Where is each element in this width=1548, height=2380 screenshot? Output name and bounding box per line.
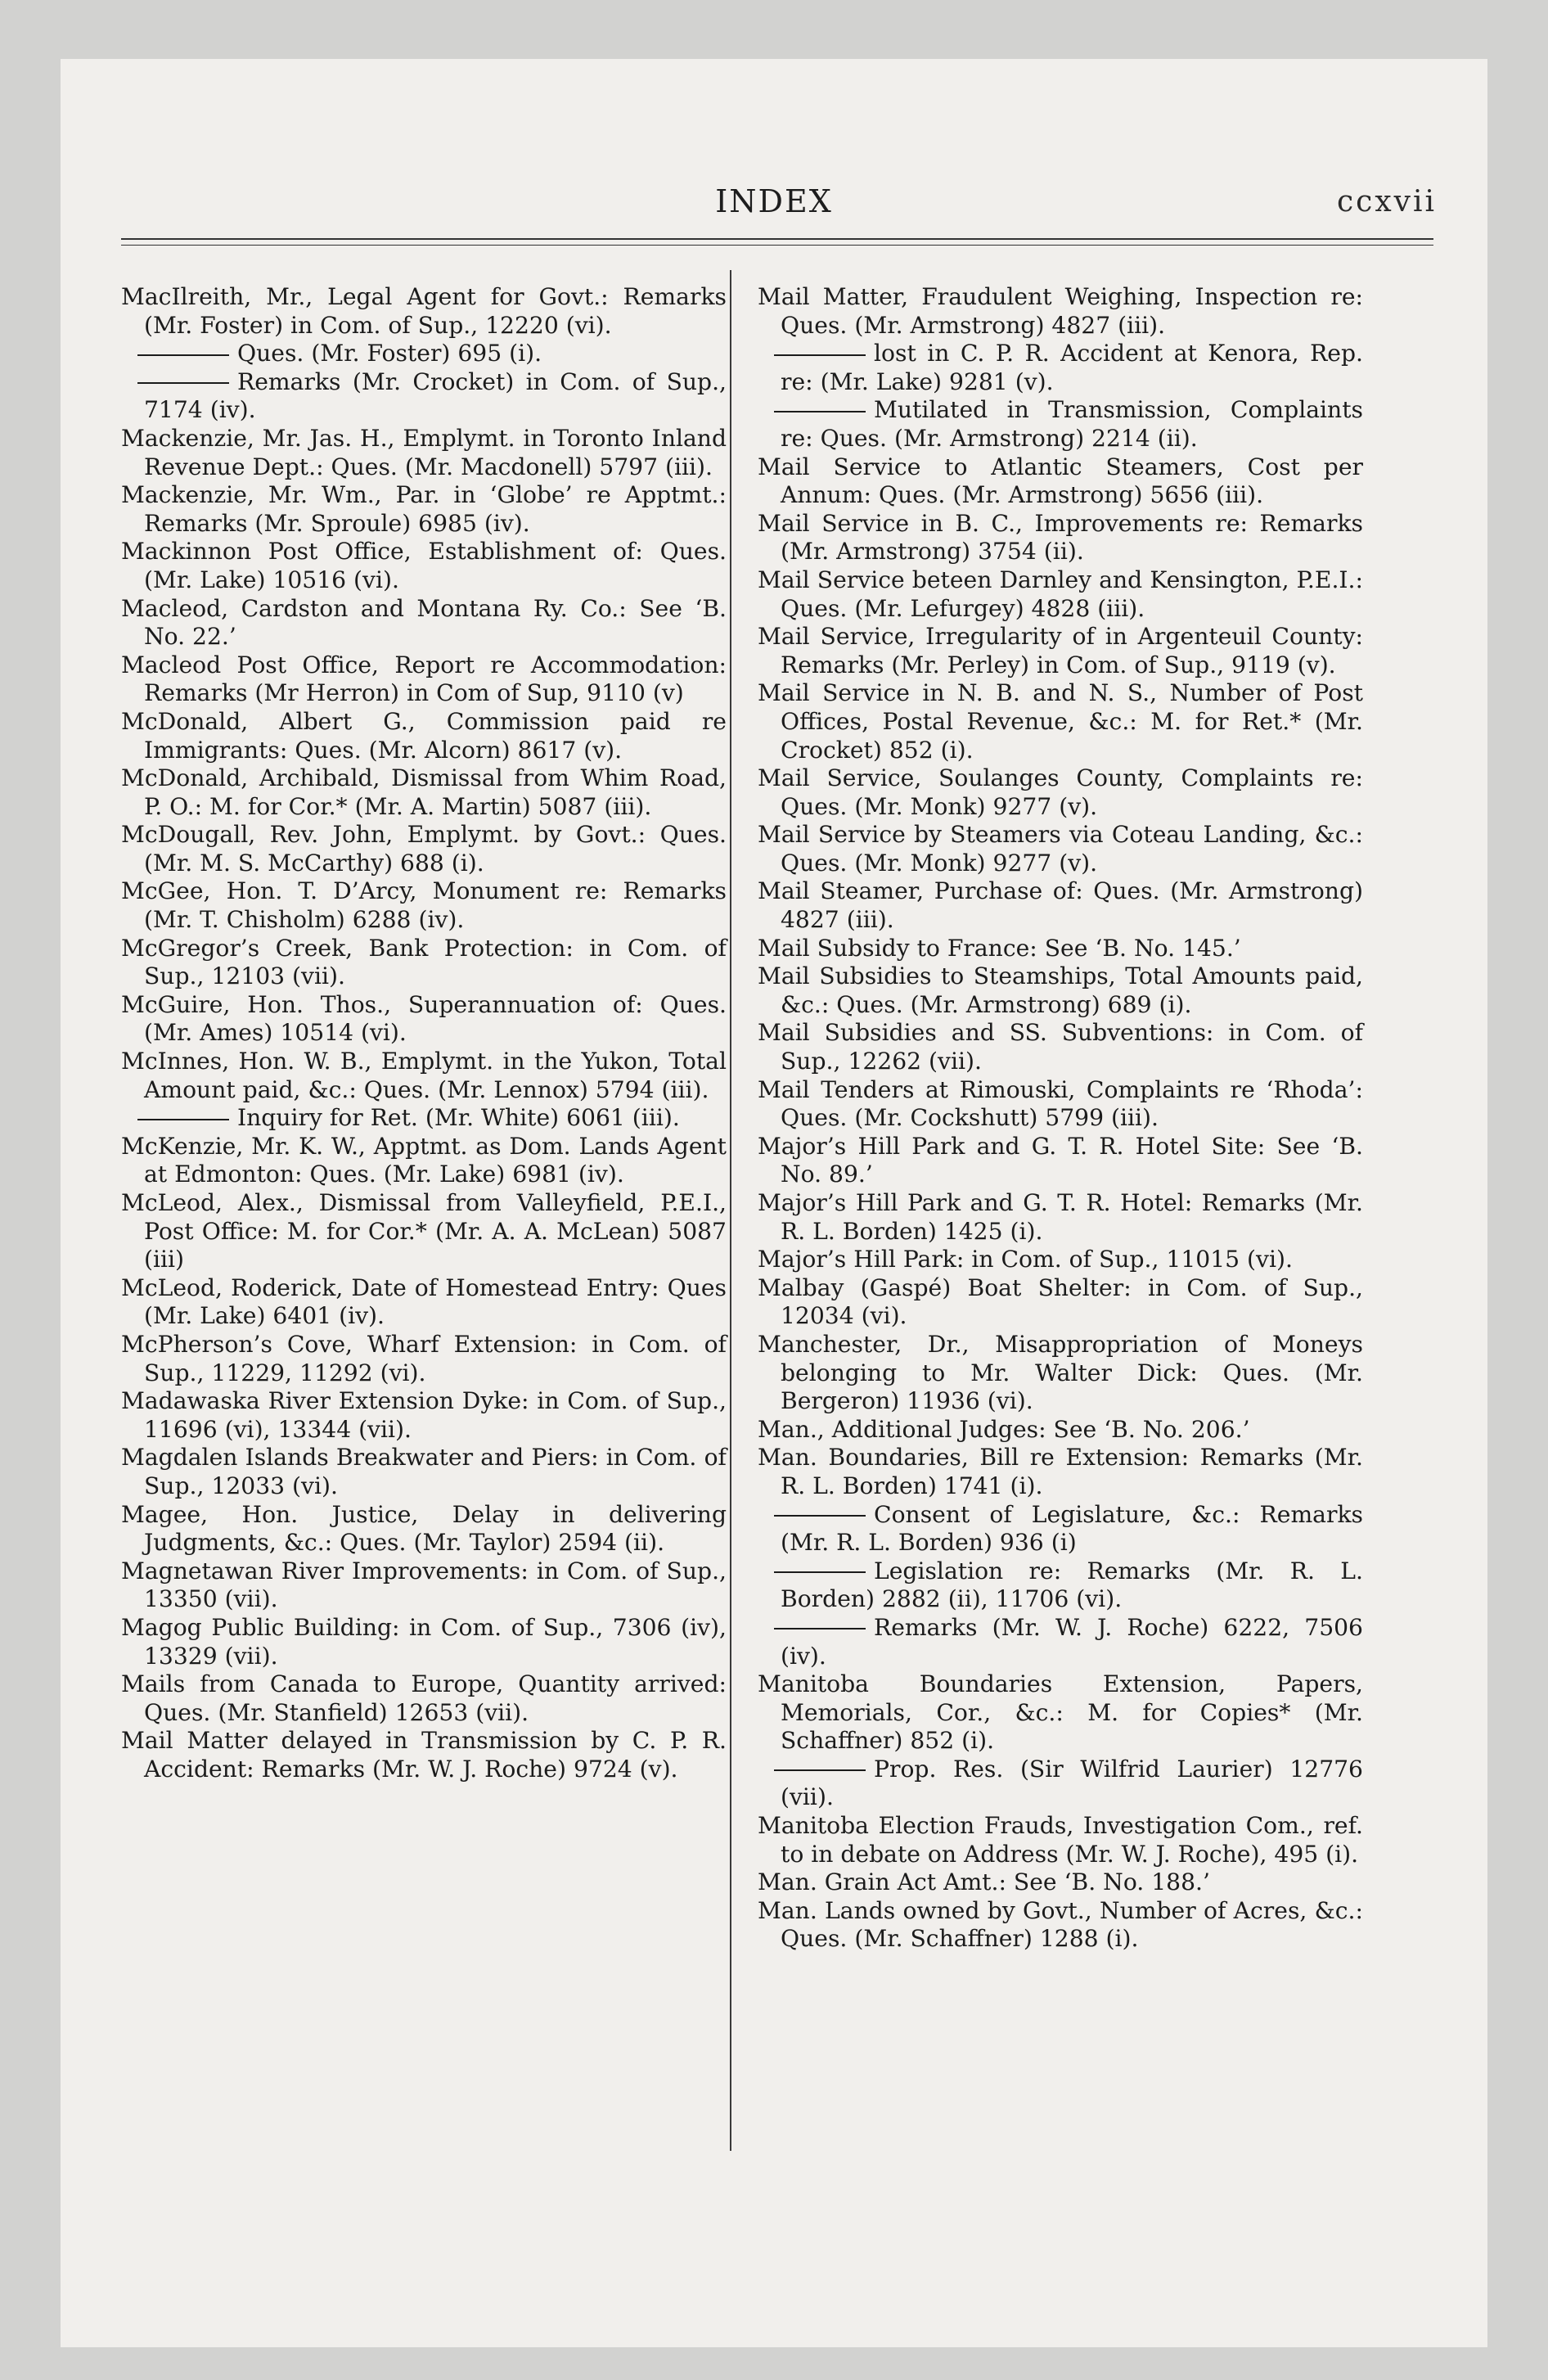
index-subentry (758, 1501, 1363, 1557)
entry-text: Mail Tenders at Rimouski, Complaints re ‘Rhoda’: Ques. (Mr. Cockshutt) 5799 (iii). (758, 1075, 1363, 1132)
entry-text: Mail Matter delayed in Transmission by C. P. R. Accident: Remarks (Mr. W. J. Roche) 9724 (v). (121, 1727, 727, 1783)
index-entry (121, 1048, 727, 1104)
index-entry (758, 1274, 1363, 1331)
entry-text: Mackinnon Post Office, Establishment of: Ques. (Mr. Lake) 10516 (vi). (121, 538, 727, 593)
entry-text: Mackenzie, Mr. Jas. H., Emplymt. in Toronto Inland Revenue Dept.: Ques. (Mr. Macdonell) 5797 (iii). (121, 424, 727, 480)
index-subentry (758, 340, 1363, 396)
repeat-dash (137, 382, 229, 384)
entry-text: Ques. (Mr. Foster) 695 (i). (237, 340, 542, 367)
entry-text: Man. Boundaries, Bill re Extension: Remarks (Mr. R. L. Borden) 1741 (i). (758, 1444, 1363, 1499)
page-title: INDEX (715, 183, 833, 219)
entry-text: Major’s Hill Park and G. T. R. Hotel Site: See ‘B. No. 89.’ (758, 1132, 1363, 1188)
entry-text: Major’s Hill Park and G. T. R. Hotel: Remarks (Mr. R. L. Borden) 1425 (i). (758, 1189, 1363, 1245)
index-entry (758, 1019, 1363, 1075)
index-entry (758, 1897, 1363, 1954)
index-entry (758, 1670, 1363, 1756)
entry-text: Mail Service beteen Darnley and Kensington, P.E.I.: Ques. (Mr. Lefurgey) 4828 (iii). (758, 566, 1363, 622)
index-entry (121, 1444, 727, 1500)
entry-text: Manitoba Election Frauds, Investigation Com., ref. to in debate on Address (Mr. W. J. Roche), 495 (i). (758, 1812, 1363, 1868)
entry-text: Magee, Hon. Justice, Delay in delivering Judgments, &c.: Ques. (Mr. Taylor) 2594 (ii). (121, 1500, 727, 1557)
index-entry (758, 453, 1363, 510)
entry-text: Prop. Res. (Sir Wilfrid Laurier) 12776 (vii). (781, 1755, 1363, 1811)
entry-text: Major’s Hill Park: in Com. of Sup., 11015 (vi). (758, 1246, 1293, 1273)
index-entry (121, 1387, 727, 1444)
page-header (61, 183, 1487, 241)
entry-text: McGee, Hon. T. D’Arcy, Monument re: Remarks (Mr. T. Chisholm) 6288 (iv). (121, 877, 727, 934)
entry-text: Macleod, Cardston and Montana Ry. Co.: See ‘B. No. 22.’ (121, 594, 727, 651)
repeat-dash (774, 1628, 866, 1629)
index-entry (121, 1614, 727, 1670)
repeat-dash (137, 1119, 229, 1120)
index-entry (121, 821, 727, 877)
index-column-right (758, 283, 1363, 1954)
index-entry (758, 1246, 1363, 1274)
index-entry (758, 1331, 1363, 1416)
entry-text: Macleod Post Office, Report re Accommodation: Remarks (Mr Herron) in Com of Sup, 9110 (v) (121, 651, 727, 707)
index-entry (758, 1444, 1363, 1500)
index-entry (758, 1868, 1363, 1897)
entry-text: McInnes, Hon. W. B., Emplymt. in the Yukon, Total Amount paid, &c.: Ques. (Mr. Lennox) 5794 (iii). (121, 1048, 727, 1103)
index-entry (758, 1076, 1363, 1133)
entry-text: Remarks (Mr. W. J. Roche) 6222, 7506 (iv). (781, 1613, 1363, 1670)
entry-text: Mails from Canada to Europe, Quantity arrived: Ques. (Mr. Stanfield) 12653 (vii). (121, 1670, 727, 1726)
repeat-dash (774, 1571, 866, 1573)
index-entry (758, 679, 1363, 764)
index-subentry (121, 340, 727, 368)
entry-text: Manchester, Dr., Misappropriation of Moneys belonging to Mr. Walter Dick: Ques. (Mr. Bergeron) 11936 (vi). (758, 1330, 1363, 1415)
index-subentry (121, 368, 727, 425)
repeat-dash (137, 354, 229, 356)
index-subentry (758, 1756, 1363, 1812)
entry-text: McDonald, Archibald, Dismissal from Whim Road, P. O.: M. for Cor.* (Mr. A. Martin) 5087 (iii). (121, 764, 727, 820)
entry-text: McPherson’s Cove, Wharf Extension: in Com. of Sup., 11229, 11292 (vi). (121, 1330, 727, 1386)
index-entry (121, 538, 727, 594)
entry-text: Mail Subsidies and SS. Subventions: in Com. of Sup., 12262 (vii). (758, 1019, 1363, 1075)
entry-text: Mackenzie, Mr. Wm., Par. in ‘Globe’ re Apptmt.: Remarks (Mr. Sproule) 6985 (iv). (121, 481, 727, 537)
entry-text: Mail Service by Steamers via Coteau Landing, &c.: Ques. (Mr. Monk) 9277 (v). (758, 821, 1363, 877)
index-subentry (758, 1557, 1363, 1614)
repeat-dash (774, 1515, 866, 1517)
entry-text: Consent of Legislature, &c.: Remarks (Mr. R. L. Borden) 936 (i) (781, 1500, 1363, 1557)
index-entry (758, 1189, 1363, 1246)
index-entry (121, 595, 727, 651)
index-entry (121, 1501, 727, 1557)
entry-text: Man. Lands owned by Govt., Number of Acres, &c.: Ques. (Mr. Schaffner) 1288 (i). (758, 1896, 1363, 1953)
entry-text: Magnetawan River Improvements: in Com. of Sup., 13350 (vii). (121, 1557, 727, 1613)
index-entry (121, 1274, 727, 1331)
index-page (61, 59, 1487, 2347)
index-entry (758, 566, 1363, 623)
entry-text: Man. Grain Act Amt.: See ‘B. No. 188.’ (758, 1868, 1210, 1896)
entry-text: McLeod, Alex., Dismissal from Valleyfield, P.E.I., Post Office: M. for Cor.* (Mr. A. A. McLean) 5087 (iii) (121, 1189, 727, 1273)
index-entry (121, 1189, 727, 1274)
index-entry (121, 1727, 727, 1783)
entry-text: Man., Additional Judges: See ‘B. No. 206.’ (758, 1415, 1250, 1443)
index-entry (758, 623, 1363, 679)
entry-text: Mutilated in Transmission, Complaints re: Ques. (Mr. Armstrong) 2214 (ii). (781, 396, 1363, 452)
entry-text: Mail Service, Irregularity of in Argenteuil County: Remarks (Mr. Perley) in Com. of Sup., 9119 (v). (758, 623, 1363, 678)
index-entry (121, 481, 727, 538)
entry-text: Magog Public Building: in Com. of Sup., 7306 (iv), 13329 (vii). (121, 1613, 727, 1670)
index-column-left (121, 283, 727, 1783)
entry-text: Madawaska River Extension Dyke: in Com. of Sup., 11696 (vi), 13344 (vii). (121, 1387, 727, 1443)
entry-text: Mail Service, Soulanges County, Complaints re: Ques. (Mr. Monk) 9277 (v). (758, 764, 1363, 820)
entry-text: Mail Service in N. B. and N. S., Number of Post Offices, Postal Revenue, &c.: M. for Ret.* (Mr. Crocket) 852 (i). (758, 679, 1363, 764)
entry-text: Mail Subsidy to France: See ‘B. No. 145.’ (758, 934, 1241, 962)
repeat-dash (774, 411, 866, 412)
repeat-dash (774, 1769, 866, 1771)
index-subentry (121, 1104, 727, 1133)
index-entry (121, 764, 727, 821)
entry-text: MacIlreith, Mr., Legal Agent for Govt.: Remarks (Mr. Foster) in Com. of Sup., 12220 (vi). (121, 283, 727, 339)
column-divider (730, 270, 731, 2151)
index-entry (758, 935, 1363, 963)
entry-text: lost in C. P. R. Accident at Kenora, Rep. re: (Mr. Lake) 9281 (v). (781, 340, 1363, 395)
index-entry (121, 991, 727, 1048)
entry-text: McLeod, Roderick, Date of Homestead Entry: Ques (Mr. Lake) 6401 (iv). (121, 1273, 727, 1330)
entry-text: Manitoba Boundaries Extension, Papers, Memorials, Cor., &c.: M. for Copies* (Mr. Schaffner) 852 (i). (758, 1670, 1363, 1755)
entry-text: McKenzie, Mr. K. W., Apptmt. as Dom. Lands Agent at Edmonton: Ques. (Mr. Lake) 6981 (iv). (121, 1132, 727, 1188)
index-entry (758, 877, 1363, 934)
entry-text: McGuire, Hon. Thos., Superannuation of: Ques. (Mr. Ames) 10514 (vi). (121, 990, 727, 1047)
repeat-dash (774, 354, 866, 356)
index-entry (121, 1133, 727, 1189)
header-rule (121, 238, 1433, 240)
index-entry (121, 1331, 727, 1387)
entry-text: Legislation re: Remarks (Mr. R. L. Borden) 2882 (ii), 11706 (vi). (781, 1557, 1363, 1613)
index-entry (758, 821, 1363, 877)
entry-text: Magdalen Islands Breakwater and Piers: in Com. of Sup., 12033 (vi). (121, 1444, 727, 1499)
header-rule-thin (121, 245, 1433, 246)
entry-text: Mail Service in B. C., Improvements re: Remarks (Mr. Armstrong) 3754 (ii). (758, 509, 1363, 566)
page-number: ccxvii (1337, 185, 1437, 219)
entry-text: Mail Subsidies to Steamships, Total Amounts paid, &c.: Ques. (Mr. Armstrong) 689 (i). (758, 962, 1363, 1018)
entry-text: McDougall, Rev. John, Emplymt. by Govt.: Ques. (Mr. M. S. McCarthy) 688 (i). (121, 821, 727, 877)
index-entry (121, 1557, 727, 1614)
index-entry (121, 877, 727, 934)
entry-text: Mail Matter, Fraudulent Weighing, Inspection re: Ques. (Mr. Armstrong) 4827 (iii). (758, 283, 1363, 339)
entry-text: Malbay (Gaspé) Boat Shelter: in Com. of Sup., 12034 (vi). (758, 1273, 1363, 1330)
entry-text: McGregor’s Creek, Bank Protection: in Com. of Sup., 12103 (vii). (121, 934, 727, 990)
index-subentry (758, 1614, 1363, 1670)
entry-text: Mail Steamer, Purchase of: Ques. (Mr. Armstrong) 4827 (iii). (758, 877, 1363, 934)
index-entry (121, 1670, 727, 1727)
index-entry (121, 935, 727, 991)
index-entry (758, 510, 1363, 566)
entry-text: Mail Service to Atlantic Steamers, Cost per Annum: Ques. (Mr. Armstrong) 5656 (iii). (758, 453, 1363, 509)
index-entry (758, 1133, 1363, 1189)
index-entry (758, 1416, 1363, 1445)
index-entry (121, 651, 727, 708)
index-entry (758, 1812, 1363, 1868)
index-entry (121, 708, 727, 764)
entry-text: Inquiry for Ret. (Mr. White) 6061 (iii). (237, 1104, 680, 1132)
index-entry (121, 425, 727, 481)
index-entry (758, 283, 1363, 340)
index-entry (121, 283, 727, 340)
index-entry (758, 962, 1363, 1019)
entry-text: McDonald, Albert G., Commission paid re Immigrants: Ques. (Mr. Alcorn) 8617 (v). (121, 707, 727, 764)
index-entry (758, 764, 1363, 821)
index-subentry (758, 396, 1363, 453)
entry-text: Remarks (Mr. Crocket) in Com. of Sup., 7174 (iv). (144, 367, 727, 424)
